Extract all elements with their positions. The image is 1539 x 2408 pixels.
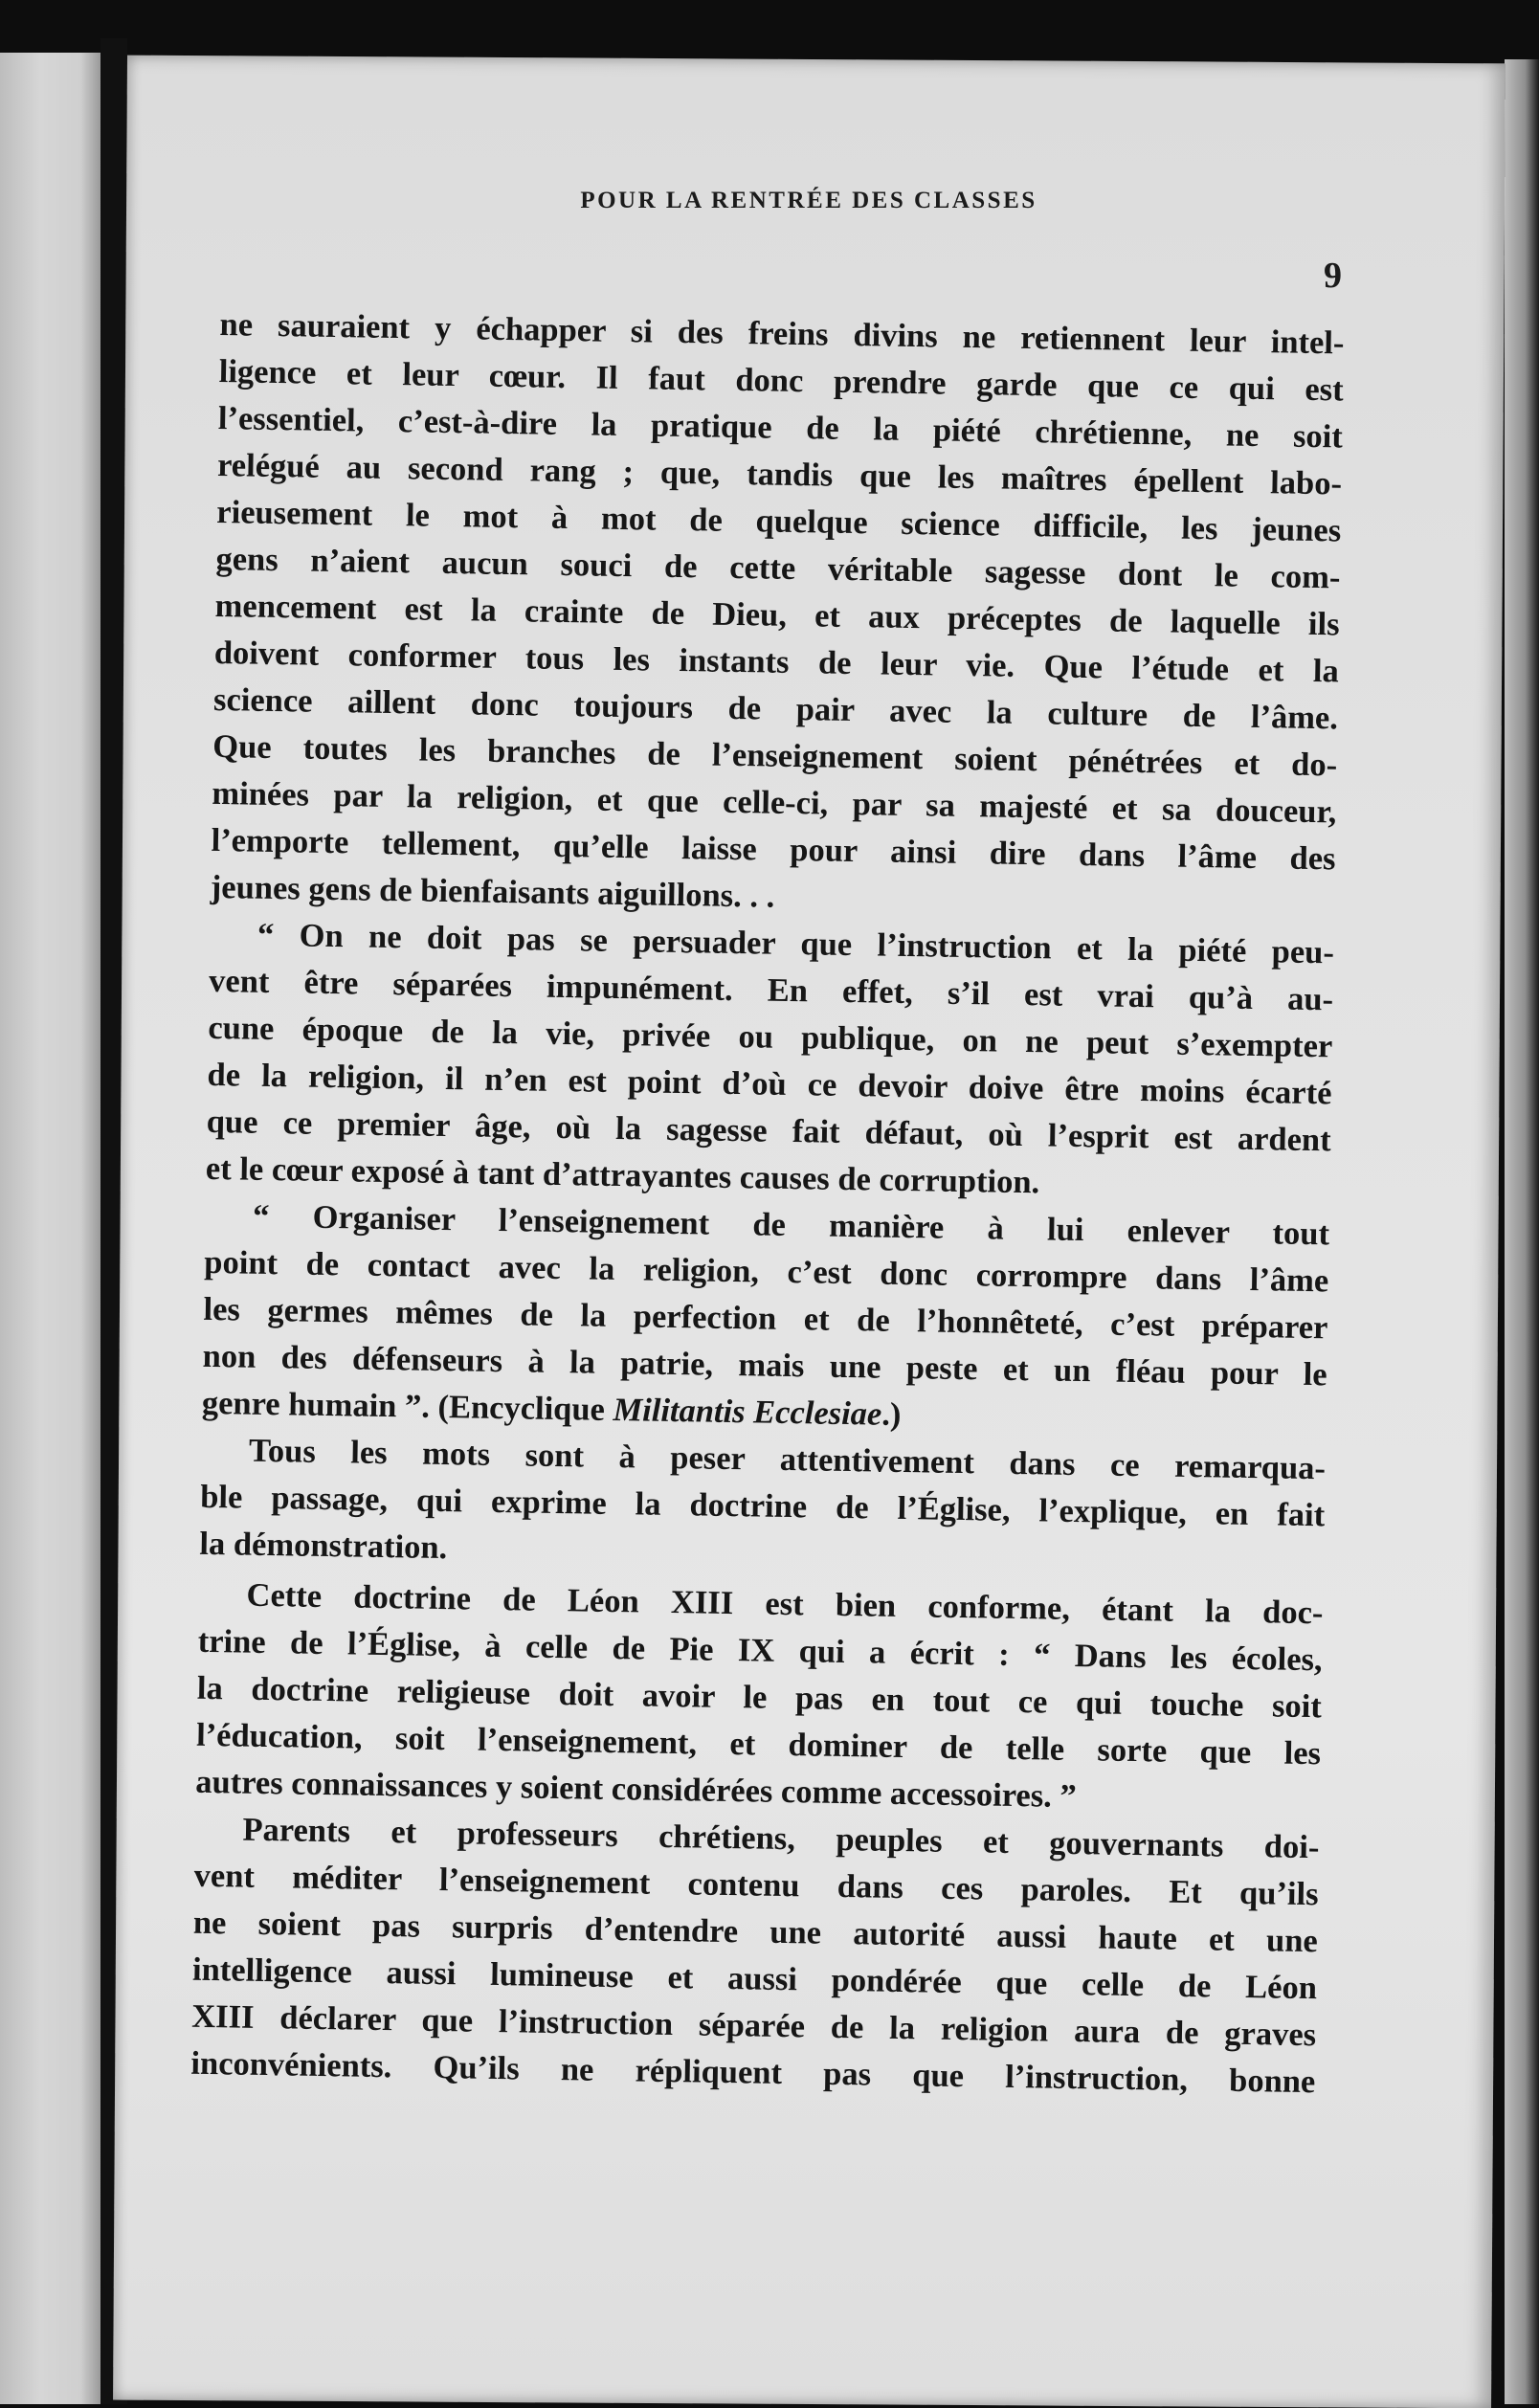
text-line: minées par la religion, et que celle-ci, par sa majesté et sa douceur, — [212, 774, 1337, 831]
text-line: Que toutes les branches de l’enseignement soient pénétrées et do- — [212, 727, 1338, 784]
text-line: intelligence aussi lumineuse et aussi pondérée que celle de Léon — [191, 1951, 1318, 2007]
text-line: les germes mêmes de la perfection et de l’honnêteté, c’est préparer — [203, 1290, 1328, 1347]
text-line: que ce premier âge, où la sagesse fait défaut, où l’esprit est ardent — [206, 1103, 1331, 1159]
text-line: point de contact avec la religion, c’est donc corrompre dans l’âme — [204, 1243, 1329, 1300]
text-fragment: .) — [881, 1395, 902, 1433]
text-line: cune époque de la vie, privée ou publique, on ne peut s’exempter — [208, 1009, 1333, 1065]
text-line: ligence et leur cœur. Il faut donc prendre garde que ce qui est — [218, 352, 1344, 409]
text-line: autres connaissances y soient considérées comme accessoires. ” — [195, 1763, 1078, 1816]
encyclical-title: Militantis Ecclesiae — [613, 1391, 882, 1433]
page-right-shadow — [1505, 59, 1539, 2404]
text-line: “ On ne doit pas se persuader que l’instruction et la piété peu- — [256, 916, 1335, 971]
text-line: non des défenseurs à la patrie, mais une peste et un fléau pour le — [202, 1337, 1327, 1394]
text-line: rieusement le mot à mot de quelque science difficile, les jeunes — [216, 493, 1342, 549]
text-line: Tous les mots sont à peser attentivement dans ce remarqua- — [248, 1432, 1327, 1487]
text-line: “ Organiser l’enseignement de manière à lui enlever tout — [252, 1197, 1330, 1253]
text-line: trine de l’Église, à celle de Pie IX qui a écrit : “ Dans les écoles, — [197, 1622, 1323, 1679]
text-line: relégué au second rang ; que, tandis que les maîtres épellent labo- — [216, 446, 1343, 502]
text-line: inconvénients. Qu’ils ne répliquent pas que l’instruction, bonne — [190, 2044, 1316, 2101]
text-line: l’éducation, soit l’enseignement, et dominer de telle sorte que les — [195, 1716, 1322, 1773]
text-line: la démonstration. — [199, 1525, 448, 1567]
text-line: et le cœur exposé à tant d’attrayantes causes de corruption. — [205, 1149, 1040, 1201]
text-line: Cette doctrine de Léon XIII est bien conforme, étant la doc- — [246, 1576, 1324, 1632]
text-line: ble passage, qui exprime la doctrine de l’Église, l’explique, en fait — [199, 1478, 1326, 1534]
text-line: XIII déclarer que l’instruction séparée de la religion aura de graves — [190, 1997, 1317, 2054]
text-fragment: genre humain ”. (Encyclique — [201, 1384, 613, 1428]
page-number: 9 — [1324, 256, 1342, 296]
text-line: vent méditer l’enseignement contenu dans ces paroles. Et qu’ils — [193, 1857, 1319, 1913]
text-line: mencement est la crainte de Dieu, et aux préceptes de laquelle ils — [214, 587, 1340, 643]
text-line: gens n’aient aucun souci de cette véritable sagesse dont le com- — [215, 540, 1341, 596]
text-line: vent être séparées impunément. En effet, s’il est vrai qu’à au- — [208, 962, 1334, 1018]
text-line: l’essentiel, c’est-à-dire la pratique de la piété chrétienne, ne soit — [217, 399, 1344, 456]
text-line: science aillent donc toujours de pair avec la culture de l’âme. — [212, 680, 1339, 737]
text-line: de la religion, il n’en est point d’où ce devoir doive être moins écarté — [207, 1056, 1332, 1112]
text-line: ne sauraient y échapper si des freins divins ne retiennent leur intel- — [219, 305, 1345, 362]
adjacent-page-edge — [0, 53, 100, 2404]
text-line: Parents et professeurs chrétiens, peuples et gouvernants doi- — [242, 1811, 1320, 1866]
body-text — [190, 301, 1345, 2106]
text-line: l’emporte tellement, qu’elle laisse pour ainsi dire dans l’âme des — [211, 821, 1336, 878]
text-line: la doctrine religieuse doit avoir le pas en tout ce qui touche soit — [196, 1669, 1323, 1726]
text-line: ne soient pas surpris d’entendre une autorité aussi haute et une — [192, 1904, 1319, 1960]
text-line: jeunes gens de bienfaisants aiguillons. . . — [210, 868, 775, 915]
running-head: POUR LA RENTRÉE DES CLASSES — [580, 188, 1037, 213]
text-line: doivent conformer tous les instants de leur vie. Que l’étude et la — [213, 634, 1340, 690]
